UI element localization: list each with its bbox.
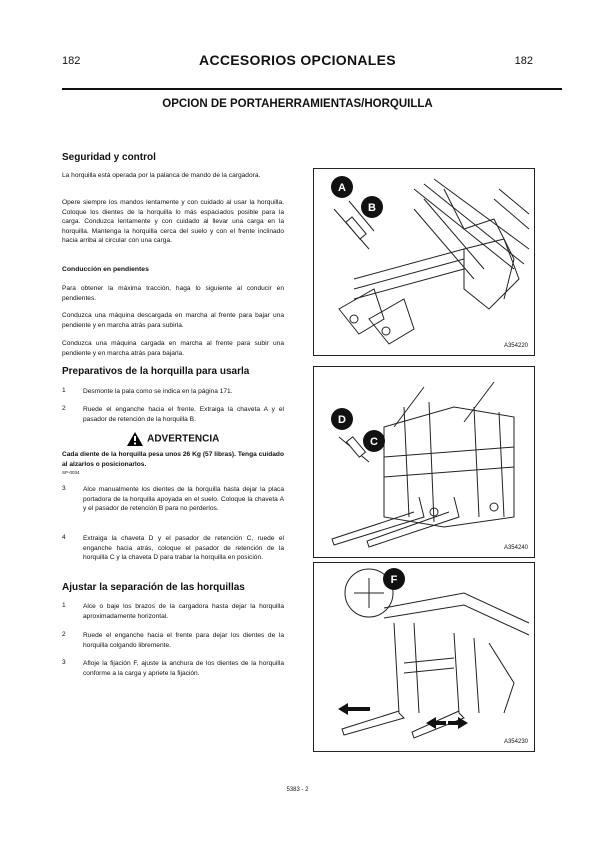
prep-step-2-number: 2 <box>62 405 66 412</box>
left-adjust-arrow-icon <box>338 703 370 715</box>
prep-step-2: Ruede el enganche hacia el frente. Extraiga la chaveta A y el pasador de retención de la horquilla B. <box>83 406 284 423</box>
slopes-paragraph-1: Para obtener la máxima tracción, haga lo siguiente al conducir en pendientes. <box>62 285 284 302</box>
warning-box <box>62 430 284 475</box>
safety-paragraph-1: La horquilla está operada por la palanca de mando de la cargadora. <box>62 172 261 179</box>
callout-d-label: D <box>338 414 346 426</box>
callout-d-icon <box>330 407 354 431</box>
prep-step-1: Desmonte la pala como se indica en la página 171. <box>83 388 233 395</box>
callout-a-icon <box>330 175 354 199</box>
warning-label: ADVERTENCIA <box>147 433 220 445</box>
page-footer: 5383 - 2 <box>286 787 309 793</box>
figure-1 <box>313 168 535 356</box>
header-rule <box>62 88 562 90</box>
safety-heading: Seguridad y control <box>62 152 156 163</box>
prep-step-4: Extraiga la chaveta D y el pasador de retención C, ruede el enganche hacia atrás, coloque el pasador de retención de la horquilla C y la chaveta D para trabar la horquilla en posición. <box>83 535 284 562</box>
callout-a-label: A <box>338 182 346 194</box>
callout-b-label: B <box>368 202 376 214</box>
warning-code: SP-0034 <box>62 470 80 476</box>
callout-f-label: F <box>390 574 398 586</box>
slopes-paragraph-2: Conduzca una máquina descargada en marcha al frente para bajar una pendiente y en marcha atrás para subirla. <box>62 312 284 329</box>
adjust-step-1-number: 1 <box>62 602 66 609</box>
warning-triangle-icon <box>127 432 143 446</box>
page-number-right: 182 <box>514 55 533 67</box>
fork-carrier-illustration <box>314 367 534 557</box>
warning-text: Cada diente de la horquilla pesa unos 26 Kg (57 libras). Tenga cuidado al alzarlos o posicionarlos. <box>62 451 284 468</box>
callout-f-icon <box>382 567 406 591</box>
figure-3-id: A354230 <box>503 739 528 745</box>
callout-c-icon <box>362 429 386 453</box>
prep-step-4-number: 4 <box>62 534 66 541</box>
page-number-left: 182 <box>62 55 81 67</box>
adjust-step-2: Ruede el enganche hacia el frente para dejar los dientes de la horquilla colgando libremente. <box>83 632 284 649</box>
figure-2 <box>313 366 535 558</box>
figure-3 <box>313 562 535 752</box>
slopes-heading: Conducción en pendientes <box>62 266 149 273</box>
adjust-heading: Ajustar la separación de las horquillas <box>62 582 245 593</box>
slopes-paragraph-3: Conduzca una máquina cargada en marcha al frente para subir una pendiente y en marcha atrás para bajarla. <box>62 340 284 357</box>
figure-2-id: A354240 <box>503 545 528 551</box>
adjust-step-2-number: 2 <box>62 631 66 638</box>
safety-paragraph-2: Opere siempre los mandos lentamente y con cuidado al usar la horquilla. Coloque los dientes de la horquilla lo más espaciados posible para la carga. Conduzca lentamente y con cuidado al llevar una carga en la horquilla. Mantenga la horquilla cerca del suelo y con el frente inclinado hacia arriba al circular con una carga. <box>62 199 284 245</box>
fork-spacing-illustration <box>314 563 534 751</box>
prep-heading: Preparativos de la horquilla para usarla <box>62 366 250 377</box>
prep-step-3-number: 3 <box>62 485 66 492</box>
figure-1-id: A354220 <box>503 343 528 349</box>
section-title: OPCION DE PORTAHERRAMIENTAS/HORQUILLA <box>162 98 433 110</box>
adjust-step-3-number: 3 <box>62 659 66 666</box>
page-header-title: ACCESORIOS OPCIONALES <box>199 52 396 68</box>
prep-step-1-number: 1 <box>62 387 66 394</box>
callout-b-icon <box>360 195 384 219</box>
prep-step-3: Alce manualmente los dientes de la horquilla hasta dejar la placa portadora de la horquilla apoyada en el suelo. Coloque la chaveta A y el pasador de retención B para no perderlos. <box>83 486 284 513</box>
adjust-step-3: Afloje la fijación F, ajuste la anchura de los dientes de la horquilla conforme a la carga y apriete la fijación. <box>83 660 284 677</box>
adjust-step-1: Alce o baje los brazos de la cargadora hasta dejar la horquilla aproximadamente horizontal. <box>83 603 284 620</box>
callout-c-label: C <box>370 436 378 448</box>
